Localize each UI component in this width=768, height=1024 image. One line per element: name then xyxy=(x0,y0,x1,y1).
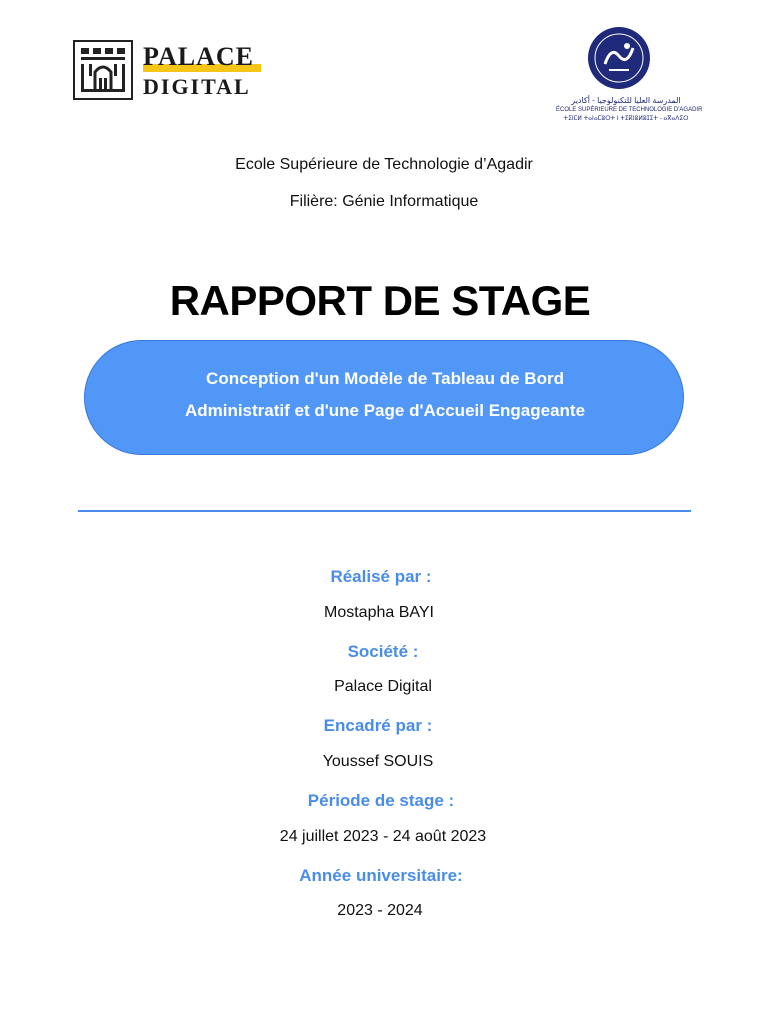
subject-line-1: Conception d'un Modèle de Tableau de Bord xyxy=(206,369,564,388)
logo-word-palace: PALACE xyxy=(143,42,254,71)
emblem-arabic-text: المدرسة العليا للتكنولوجيا - أكادير xyxy=(571,96,681,105)
annee-label: Année universitaire: xyxy=(299,866,463,885)
filiere-text: Filière: Génie Informatique xyxy=(289,193,479,210)
section-divider xyxy=(78,510,691,512)
emblem-french-text: ÉCOLE SUPÉRIEURE DE TECHNOLOGIE D'AGADIR xyxy=(556,107,703,113)
emblem-tifinagh-text: ⵜⵉⵏⵎⵍ ⵜⴰⵏⴰⵎⵓⵔⵜ ⵏ ⵜⵉⴽⵏⵓⵍⵓⵊⵉⵜ - ⴰⴳⴰⴷⵉⵔ xyxy=(563,116,689,122)
encadre-label: Encadré par : xyxy=(323,716,433,735)
palace-digital-logo xyxy=(73,40,273,104)
logo-word-digital: DIGITAL xyxy=(143,74,251,99)
school-name: Ecole Supérieure de Technologie d’Agadir xyxy=(235,156,533,173)
est-agadir-logo xyxy=(556,26,703,124)
subject-banner xyxy=(84,340,684,455)
subject-line-2: Administratif et d'une Page d'Accueil Engageante xyxy=(184,401,586,420)
periode-value: 24 juillet 2023 - 24 août 2023 xyxy=(279,828,487,845)
page-title: RAPPORT DE STAGE xyxy=(169,277,591,324)
societe-value: Palace Digital xyxy=(334,678,432,695)
castle-icon xyxy=(73,40,133,100)
societe-label: Société : xyxy=(347,642,419,661)
university-emblem-icon xyxy=(587,26,651,90)
realise-label: Réalisé par : xyxy=(330,567,432,586)
realise-value: Mostapha BAYI xyxy=(324,604,434,621)
periode-label: Période de stage : xyxy=(307,791,455,810)
annee-value: 2023 - 2024 xyxy=(337,902,423,919)
encadre-value: Youssef SOUIS xyxy=(322,753,434,770)
